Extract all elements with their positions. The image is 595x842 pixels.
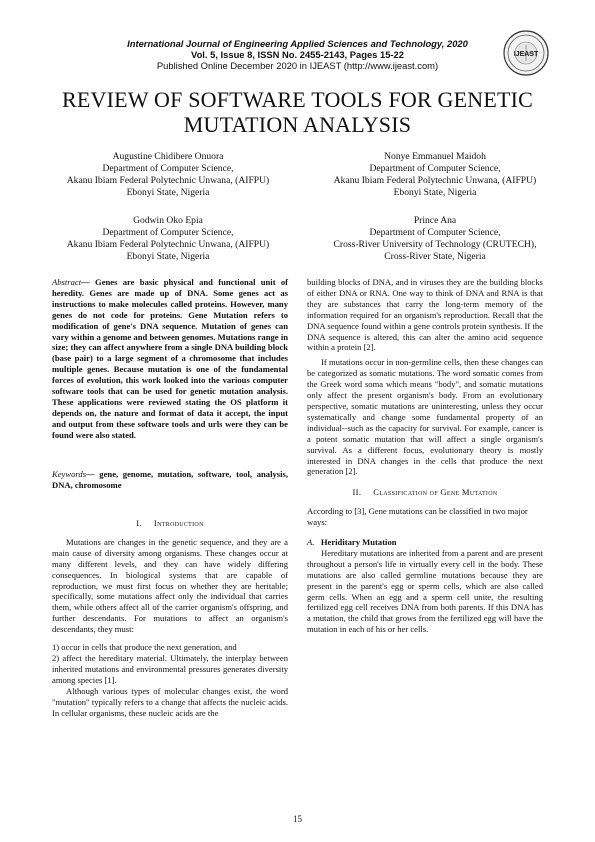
paragraph: Hereditary mutations are inherited from a parent and are present throughout a person's life in virtually every cell in the body. These mutations are also called germline mutations because they are present in the parent's egg or sperm cells, which are also called germ cells. When an egg and a sperm cell unite, the resulting fertilized egg cell receives DNA from both parents. If this DNA has a mutation, the child that grows from the fertilized egg will have the mutation in each of his or her cells. [307,547,543,635]
section-title: Introduction [153,518,204,528]
paragraph: Mutations are changes in the genetic sequence, and they are a main cause of diversity among organisms. These changes occur at many different levels, and they can have widely differing consequences. In biological systems that are capable of reproduction, we must first focus on whether they are heritable; specifically, some mutations affect only the individual that carries them, while others affect all of the carrier organism's offspring, and further descendants. For mutations to affect an organism's descendants, they must: [52,536,288,635]
author-block-4 [310,215,560,263]
logo-text: IJEAST [513,51,539,58]
keywords [52,469,288,491]
journal-logo [503,30,549,76]
author-block-2 [310,151,560,199]
title-line-1: REVIEW OF SOFTWARE TOOLS FOR GENETIC [61,87,534,112]
list-item: 2) affect the hereditary material. Ultimately, the interplay between inherited mutations and environmental pressures generates diversity among species [1]. [52,652,288,685]
author-inst: Akanu Ibiam Federal Polytechnic Unwana, (AIFPU) [66,175,270,186]
page-number: 15 [293,814,302,824]
journal-name: International Journal of Engineering Applied Sciences and Technology, 2020 [127,38,468,49]
author-name: Nonye Emmanuel Maidoh [384,151,486,162]
author-name: Augustine Chidibere Onuora [112,151,224,162]
author-dept: Department of Computer Science, [102,163,234,174]
list-item: 1) occur in cells that produce the next generation, and [52,642,237,653]
paragraph: building blocks of DNA, and in viruses they are the building blocks of either DNA or RNA. One way to think of DNA and RNA is that they are substances that carry the long-term memory of the information required for an organism's reproduction. Recall that the DNA sequence found within a gene controls protein synthesis. If the DNA sequence is altered, this can alter the amino acid sequence within a protein [2]. [307,277,543,353]
paragraph: According to [3], Gene mutations can be classified in two major ways: [307,506,528,528]
paper-title [20,87,575,137]
section-title: Classification of Gene Mutation [373,487,498,498]
author-inst: Akanu Ibiam Federal Polytechnic Unwana, (AIFPU) [66,239,270,250]
abstract [52,277,288,441]
keywords-label: Keywords [52,469,87,479]
author-inst: Cross-River University of Technology (CRUTECH), [333,239,537,250]
section-heading [52,518,288,529]
abstract-text: — Genes are basic physical and functional unit of heredity. Genes are made up of DNA. Some genes act as instructions to make molecules called proteins. However, many genes do not code for proteins. Gene Mutation refers to modification of gene's DNA sequence. Mutation of genes can vary within a genome and between genomes. Mutations range in size; they can affect anywhere from a single DNA building block (base pair) to a large segment of a chromosome that includes multiple genes. Because mutation is one of the fundamental forces of evolution, this work looked into the various computer software tools that can be used for genetic mutation analysis. These applications were reviewed stating the OS platform it depends on, the nature and format of data it accept, the input and output from these software tools and urls were they can be found were also stated. [52,277,288,440]
introduction-section [52,518,288,718]
ijeast-seal-icon [503,30,549,76]
right-column [307,277,543,635]
author-loc: Ebonyi State, Nigeria [393,187,477,198]
subsection-heading [307,537,543,548]
author-inst: Akanu Ibiam Federal Polytechnic Unwana, (AIFPU) [333,175,537,186]
author-loc: Ebonyi State, Nigeria [126,251,210,262]
author-block-1 [43,151,293,199]
subsection-title: Heriditary Mutation [320,537,397,548]
subsection-letter: A. [307,537,315,548]
author-loc: Cross-River State, Nigeria [384,251,486,262]
section-number: I. [136,518,142,528]
author-dept: Department of Computer Science, [369,227,501,238]
author-block-3 [43,215,293,263]
author-dept: Department of Computer Science, [102,227,234,238]
author-name: Godwin Oko Epia [133,215,203,226]
journal-published: Published Online December 2020 in IJEAST (http://www.ijeast.com) [156,60,439,71]
author-dept: Department of Computer Science, [369,163,501,174]
author-loc: Ebonyi State, Nigeria [126,187,210,198]
paragraph: If mutations occur in non-germline cells, then these changes can be categorized as somatic mutations. The word somatic comes from the Greek word soma which means "body", and somatic mutations only affect the present organism's body. From an evolutionary perspective, somatic mutations are uninteresting, unless they occur systematically and change some fundamental property of an individual--such as the capacity for survival. For example, cancer is a potent somatic mutation that will affect a single organism's survival. As a different focus, evolutionary theory is mostly interested in DNA changes in the cells that produce the next generation [2]. [307,357,543,477]
keywords-text: — gene, genome, mutation, software, tool, analysis, DNA, chromosome [52,469,288,490]
paragraph: Although various types of molecular changes exist, the word "mutation" typically refers to a change that affects the nucleic acids. In cellular organisms, these nucleic acids are the [52,685,288,718]
journal-header [60,38,535,71]
abstract-label: Abstract [52,277,82,287]
section-number: II. [352,487,362,498]
title-line-2: MUTATION ANALYSIS [183,112,412,137]
section-heading [307,487,543,498]
journal-volume: Vol. 5, Issue 8, ISSN No. 2455-2143, Pages 15-22 [191,49,404,60]
author-name: Prince Ana [413,215,457,226]
